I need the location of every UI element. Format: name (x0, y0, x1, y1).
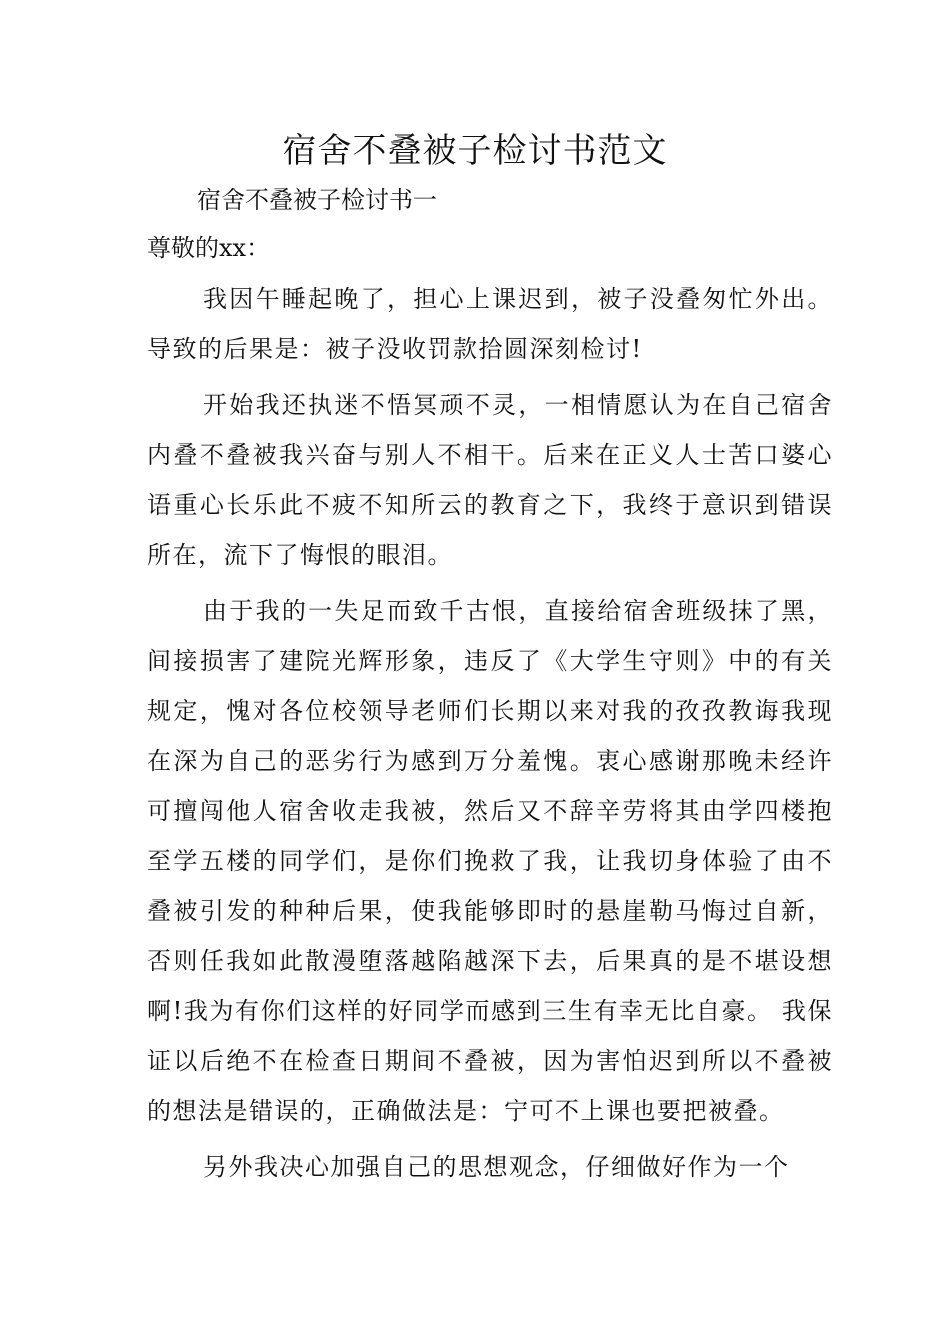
paragraph-1: 我因午睡起晚了，担心上课迟到，被子没叠匆忙外出。导致的后果是：被子没收罚款拾圆深刻检讨! (147, 285, 833, 363)
salutation: 尊敬的xx： (147, 234, 271, 262)
paragraph-4: 另外我决心加强自己的思想观念，仔细做好作为一个 (203, 1153, 790, 1181)
document-title: 宿舍不叠被子检讨书范文 (282, 131, 668, 171)
paragraph-3: 由于我的一失足而致千古恨，直接给宿舍班级抹了黑，间接损害了建院光辉形象，违反了《大学生守则》中的有关规定，愧对各位校领导老师们长期以来对我的孜孜教诲我现在深为自己的恶劣行为感到万分羞愧。衷心感谢那晚未经许可擅闯他人宿舍收走我被，然后又不辞辛劳将其由学四楼抱至学五楼的同学们，是你们挽救了我，让我切身体验了由不叠被引发的种种后果，使我能够即时的悬崖勒马悔过自新，否则任我如此散漫堕落越陷越深下去，后果真的是不堪设想啊!我为有你们这样的好同学而感到三生有幸无比自豪。 我保证以后绝不在检查日期间不叠被，因为害怕迟到所以不叠被的想法是错误的，正确做法是：宁可不上课也要把被叠。 (147, 597, 833, 1125)
document-body (147, 274, 833, 1198)
document-subtitle: 宿舍不叠被子检讨书一 (197, 186, 437, 214)
paragraph-2: 开始我还执迷不悟冥顽不灵，一相情愿认为在自己宿舍内叠不叠被我兴奋与别人不相干。后来在正义人士苦口婆心语重心长乐此不疲不知所云的教育之下，我终于意识到错误所在，流下了悔恨的眼泪。 (147, 391, 833, 569)
